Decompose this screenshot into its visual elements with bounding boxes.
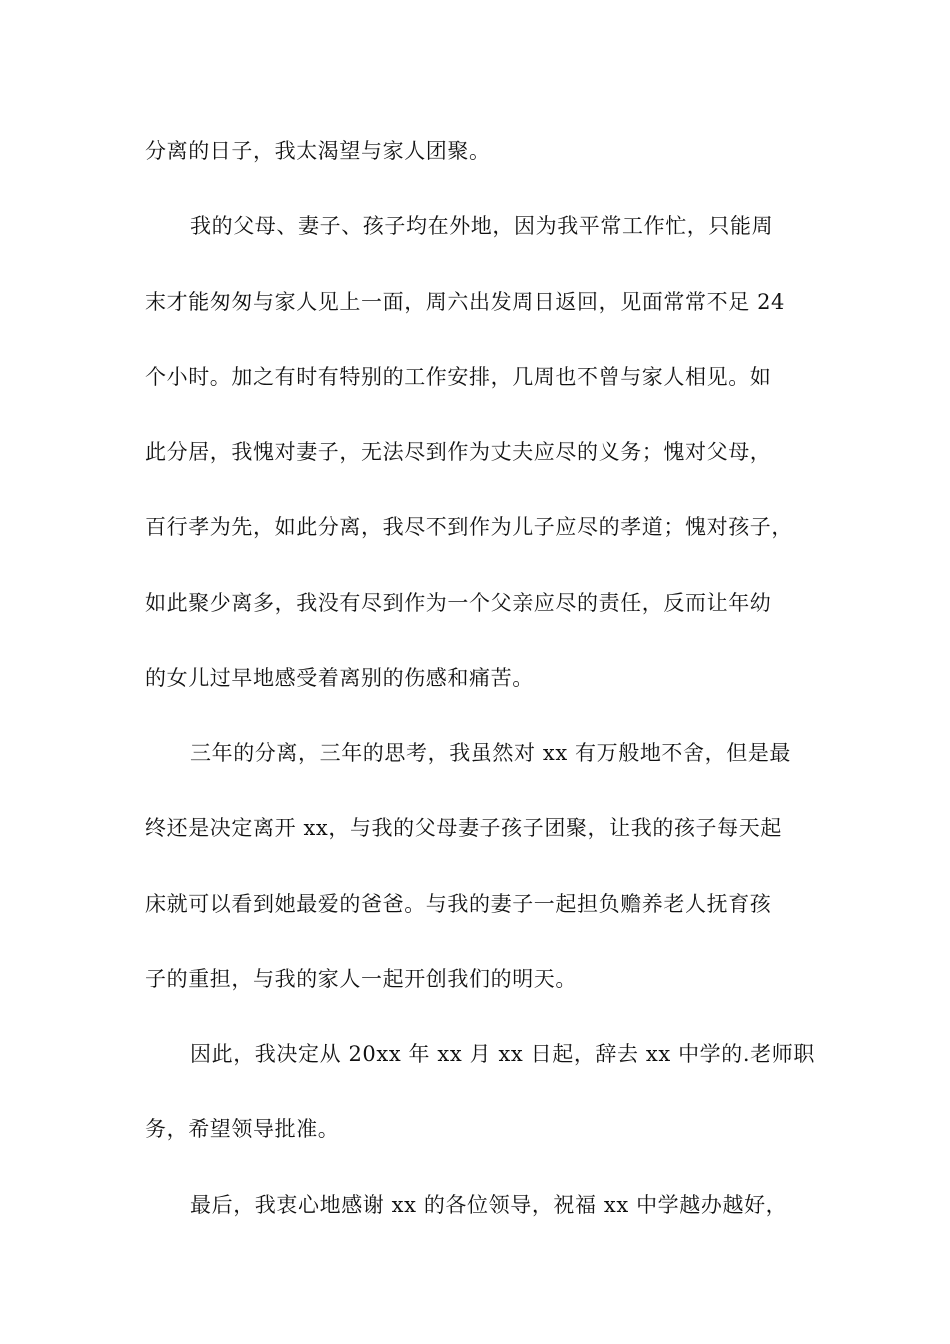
paragraph-first-line: 三年的分离，三年的思考，我虽然对 xx 有万般地不舍，但是最 (190, 741, 792, 765)
text-line: 此分居，我愧对妻子，无法尽到作为丈夫应尽的义务；愧对父母， (145, 440, 772, 464)
paragraph-first-line: 我的父母、妻子、孩子均在外地，因为我平常工作忙，只能周 (190, 214, 774, 238)
text-line: 如此聚少离多，我没有尽到作为一个父亲应尽的责任，反而让年幼 (145, 591, 772, 615)
paragraph-first-line: 最后，我衷心地感谢 xx 的各位领导，祝福 xx 中学越办越好， (190, 1193, 788, 1217)
text-line: 个小时。加之有时有特别的工作安排，几周也不曾与家人相见。如 (145, 365, 772, 389)
text-line: 子的重担，与我的家人一起开创我们的明天。 (145, 967, 577, 991)
text-line: 分离的日子，我太渴望与家人团聚。 (145, 139, 491, 163)
text-line: 终还是决定离开 xx，与我的父母妻子孩子团聚，让我的孩子每天起 (145, 816, 782, 840)
text-line: 的女儿过早地感受着离别的伤感和痛苦。 (145, 666, 534, 690)
text-line: 床就可以看到她最爱的爸爸。与我的妻子一起担负赡养老人抚育孩 (145, 892, 772, 916)
paragraph-first-line: 因此，我决定从 20xx 年 xx 月 xx 日起，辞去 xx 中学的.老师职 (190, 1042, 815, 1066)
text-line: 务，希望领导批准。 (145, 1117, 340, 1141)
text-line: 百行孝为先，如此分离，我尽不到作为儿子应尽的孝道；愧对孩子， (145, 515, 793, 539)
text-line: 末才能匆匆与家人见上一面，周六出发周日返回，见面常常不足 24 (145, 290, 785, 314)
